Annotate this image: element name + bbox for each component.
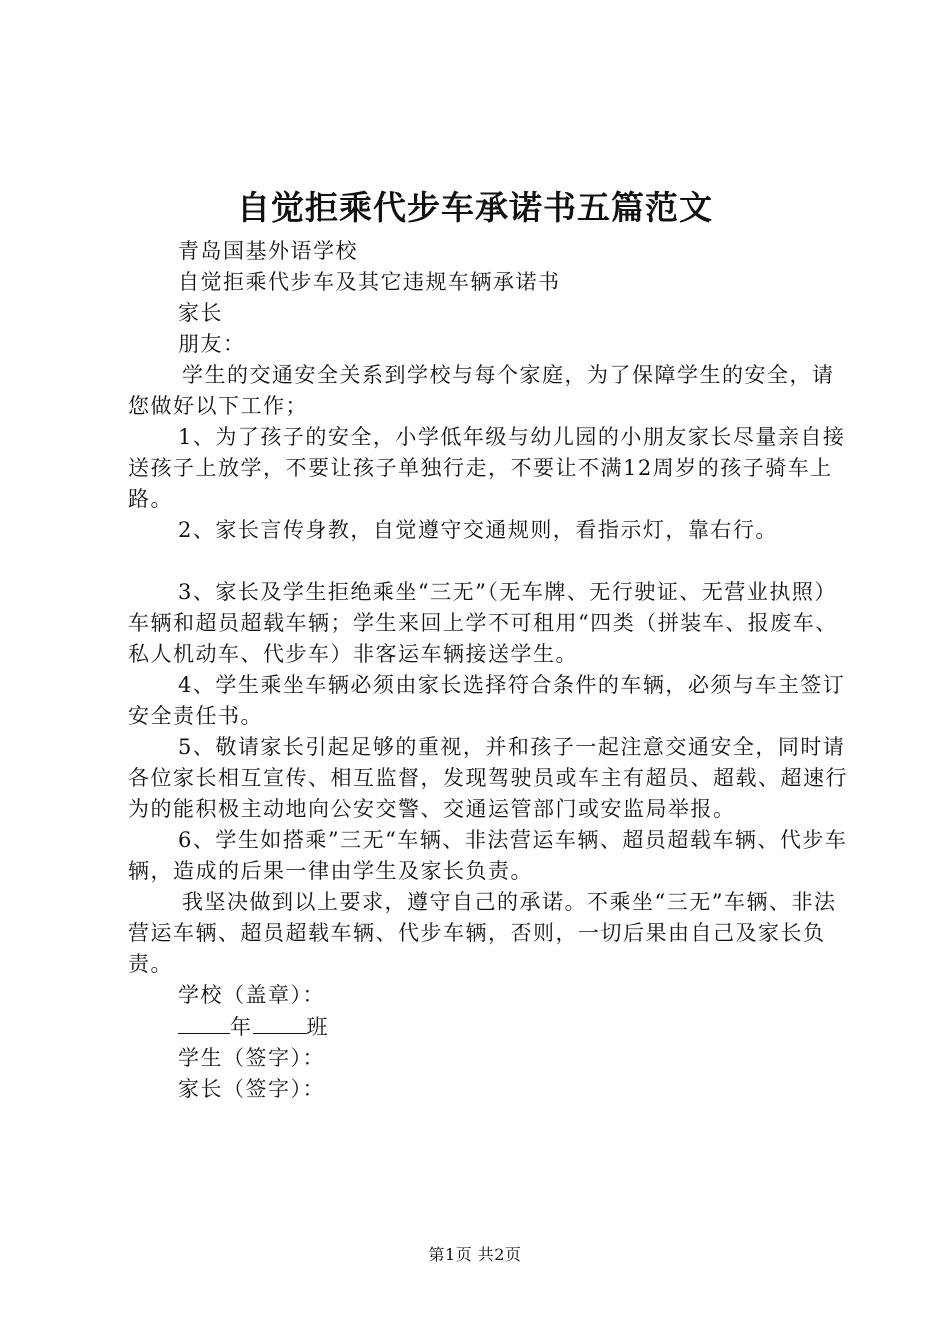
item-3: 3、家长及学生拒绝乘坐“三无”（无车牌、无行驶证、无营业执照）车辆和超员超载车辆；学生来回上学不可租用“四类（拼装车、报废车、私人机动车、代步车）非客运车辆接送学生。	[128, 580, 838, 666]
class-blank	[253, 1011, 307, 1034]
school-seal-line: 学校（盖章）：	[178, 983, 325, 1007]
class-label: 班	[306, 1015, 329, 1039]
pledge-heading: 自觉拒乘代步车及其它违规车辆承诺书	[178, 270, 561, 294]
spacer	[128, 546, 848, 577]
item-6: 6、学生如搭乘”三无“车辆、非法营运车辆、超员超载车辆、代步车辆，造成的后果一律由学生及家长负责。	[128, 828, 848, 883]
item-1: 1、为了孩子的安全，小学低年级与幼儿园的小朋友家长尽量亲自接送孩子上放学，不要让孩子单独行走，不要让不满12周岁的孩子骑车上路。	[128, 425, 846, 511]
page-footer: 第1页 共2页	[428, 1245, 522, 1264]
salutation-parent: 家长	[178, 301, 223, 325]
salutation-friend: 朋友：	[178, 332, 246, 356]
parent-signature-line: 家长（签字）：	[178, 1077, 325, 1101]
item-2: 2、家长言传身教，自觉遵守交通规则，看指示灯，靠右行。	[178, 518, 778, 542]
year-blank	[178, 1011, 230, 1034]
pledge-paragraph: 我坚决做到以上要求，遵守自己的承诺。不乘坐“三无”车辆、非法营运车辆、超员超载车辆、代步车辆，否则，一切后果由自己及家长负责。	[128, 890, 837, 976]
document-title: 自觉拒乘代步车承诺书五篇范文	[237, 188, 713, 227]
year-label: 年	[230, 1015, 253, 1039]
intro-paragraph: 学生的交通安全关系到学校与每个家庭，为了保障学生的安全，请您做好以下工作；	[128, 363, 835, 418]
item-4: 4、学生乘坐车辆必须由家长选择符合条件的车辆，必须与车主签订安全责任书。	[128, 673, 846, 728]
student-signature-line: 学生（签字）：	[178, 1046, 325, 1070]
item-5: 5、敬请家长引起足够的重视，并和孩子一起注意交通安全，同时请各位家长相互宣传、相互监督，发现驾驶员或车主有超员、超载、超速行为的能积极主动地向公安交警、交通运管部门或安监局举报。	[128, 735, 848, 821]
school-name: 青岛国基外语学校	[178, 239, 358, 263]
document-body	[128, 236, 848, 1105]
class-line	[128, 1011, 848, 1043]
